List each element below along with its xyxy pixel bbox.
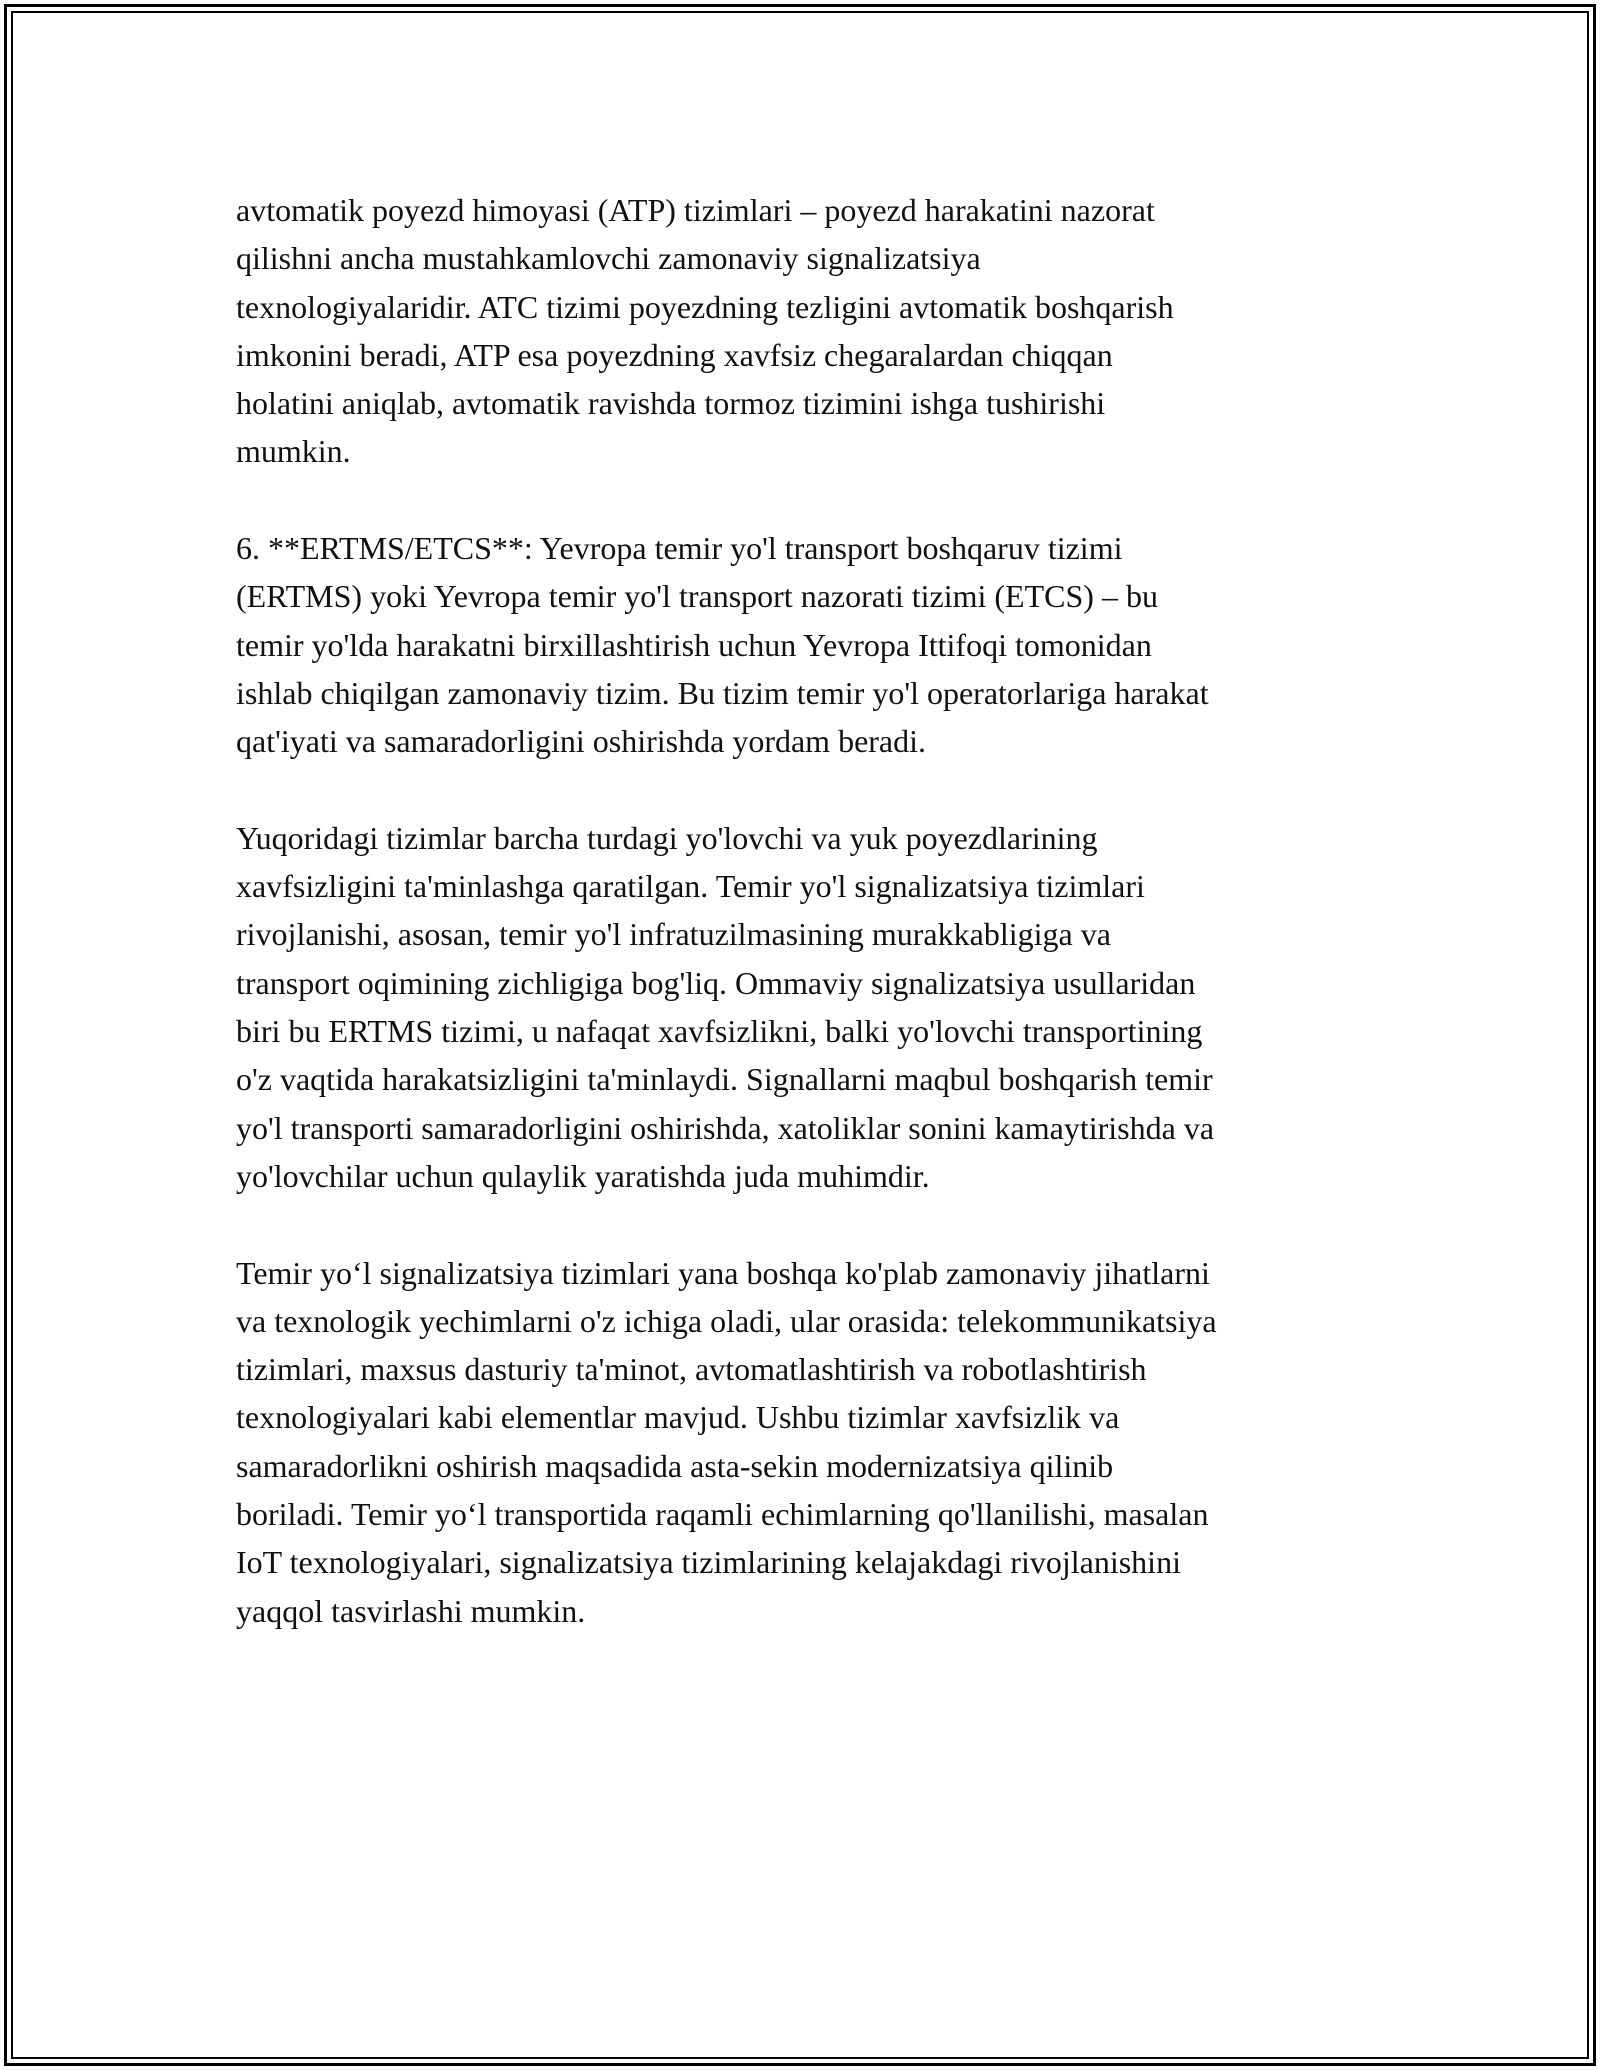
text-line: rivojlanishi, asosan, temir yo'l infratuzilmasining murakkabligiga va — [236, 916, 1111, 953]
text-line: qilishni ancha mustahkamlovchi zamonaviy signalizatsiya — [236, 240, 981, 277]
paragraph-atp — [236, 186, 1386, 476]
text-line: yo'l transporti samaradorligini oshirishda, xatoliklar sonini kamaytirishda va — [236, 1109, 1215, 1146]
paragraph-safety-summary — [236, 814, 1386, 1200]
text-line: biri bu ERTMS tizimi, u nafaqat xavfsizlikni, balki yo'lovchi transportining — [236, 1013, 1203, 1050]
text-line: yaqqol tasvirlashi mumkin. — [236, 1592, 586, 1629]
text-line: avtomatik poyezd himoyasi (ATP) tizimlari – poyezd harakatini nazorat — [236, 192, 1155, 228]
text-line: yo'lovchilar uchun qulaylik yaratishda juda muhimdir. — [236, 1157, 930, 1194]
text-line: ishlab chiqilgan zamonaviy tizim. Bu tizim temir yo'l operatorlariga harakat — [236, 674, 1209, 711]
document-body — [236, 186, 1386, 1683]
text-line: Temir yo‘l signalizatsiya tizimlari yana boshqa ko'plab zamonaviy jihatlarni — [236, 1254, 1210, 1291]
text-line: texnologiyalaridir. ATC tizimi poyezdning tezligini avtomatik boshqarish — [236, 288, 1174, 325]
text-line: temir yo'lda harakatni birxillashtirish uchun Yevropa Ittifoqi tomonidan — [236, 626, 1152, 663]
paragraph-ertms-etcs — [236, 524, 1386, 765]
text-line: mumkin. — [236, 433, 351, 470]
text-line: Yuqoridagi tizimlar barcha turdagi yo'lovchi va yuk poyezdlarining — [236, 819, 1098, 856]
text-line: xavfsizligini ta'minlashga qaratilgan. Temir yo'l signalizatsiya tizimlari — [236, 868, 1145, 905]
text-line: transport oqimining zichligiga bog'liq. Ommaviy signalizatsiya usullaridan — [236, 964, 1196, 1001]
text-line: samaradorlikni oshirish maqsadida asta-sekin modernizatsiya qilinib — [236, 1447, 1114, 1484]
paragraph-modern-technologies — [236, 1249, 1386, 1635]
text-line: imkonini beradi, ATP esa poyezdning xavfsiz chegaralardan chiqqan — [236, 336, 1113, 373]
text-line: IoT texnologiyalari, signalizatsiya tizimlarining kelajakdagi rivojlanishini — [236, 1544, 1181, 1581]
text-line: 6. **ERTMS/ETCS**: Yevropa temir yo'l transport boshqaruv tizimi — [236, 530, 1123, 567]
text-line: holatini aniqlab, avtomatik ravishda tormoz tizimini ishga tushirishi — [236, 385, 1106, 422]
text-line: texnologiyalari kabi elementlar mavjud. Ushbu tizimlar xavfsizlik va — [236, 1399, 1120, 1436]
text-line: boriladi. Temir yo‘l transportida raqamli echimlarning qo'llanilishi, masalan — [236, 1496, 1209, 1533]
text-line: qat'iyati va samaradorligini oshirishda yordam beradi. — [236, 723, 927, 760]
text-line: tizimlari, maxsus dasturiy ta'minot, avtomatlashtirish va robotlashtirish — [236, 1351, 1147, 1388]
text-line: va texnologik yechimlarni o'z ichiga oladi, ular orasida: telekommunikatsiya — [236, 1302, 1217, 1339]
text-line: (ERTMS) yoki Yevropa temir yo'l transport nazorati tizimi (ETCS) – bu — [236, 578, 1158, 615]
text-line: o'z vaqtida harakatsizligini ta'minlaydi. Signallarni maqbul boshqarish temir — [236, 1061, 1213, 1098]
